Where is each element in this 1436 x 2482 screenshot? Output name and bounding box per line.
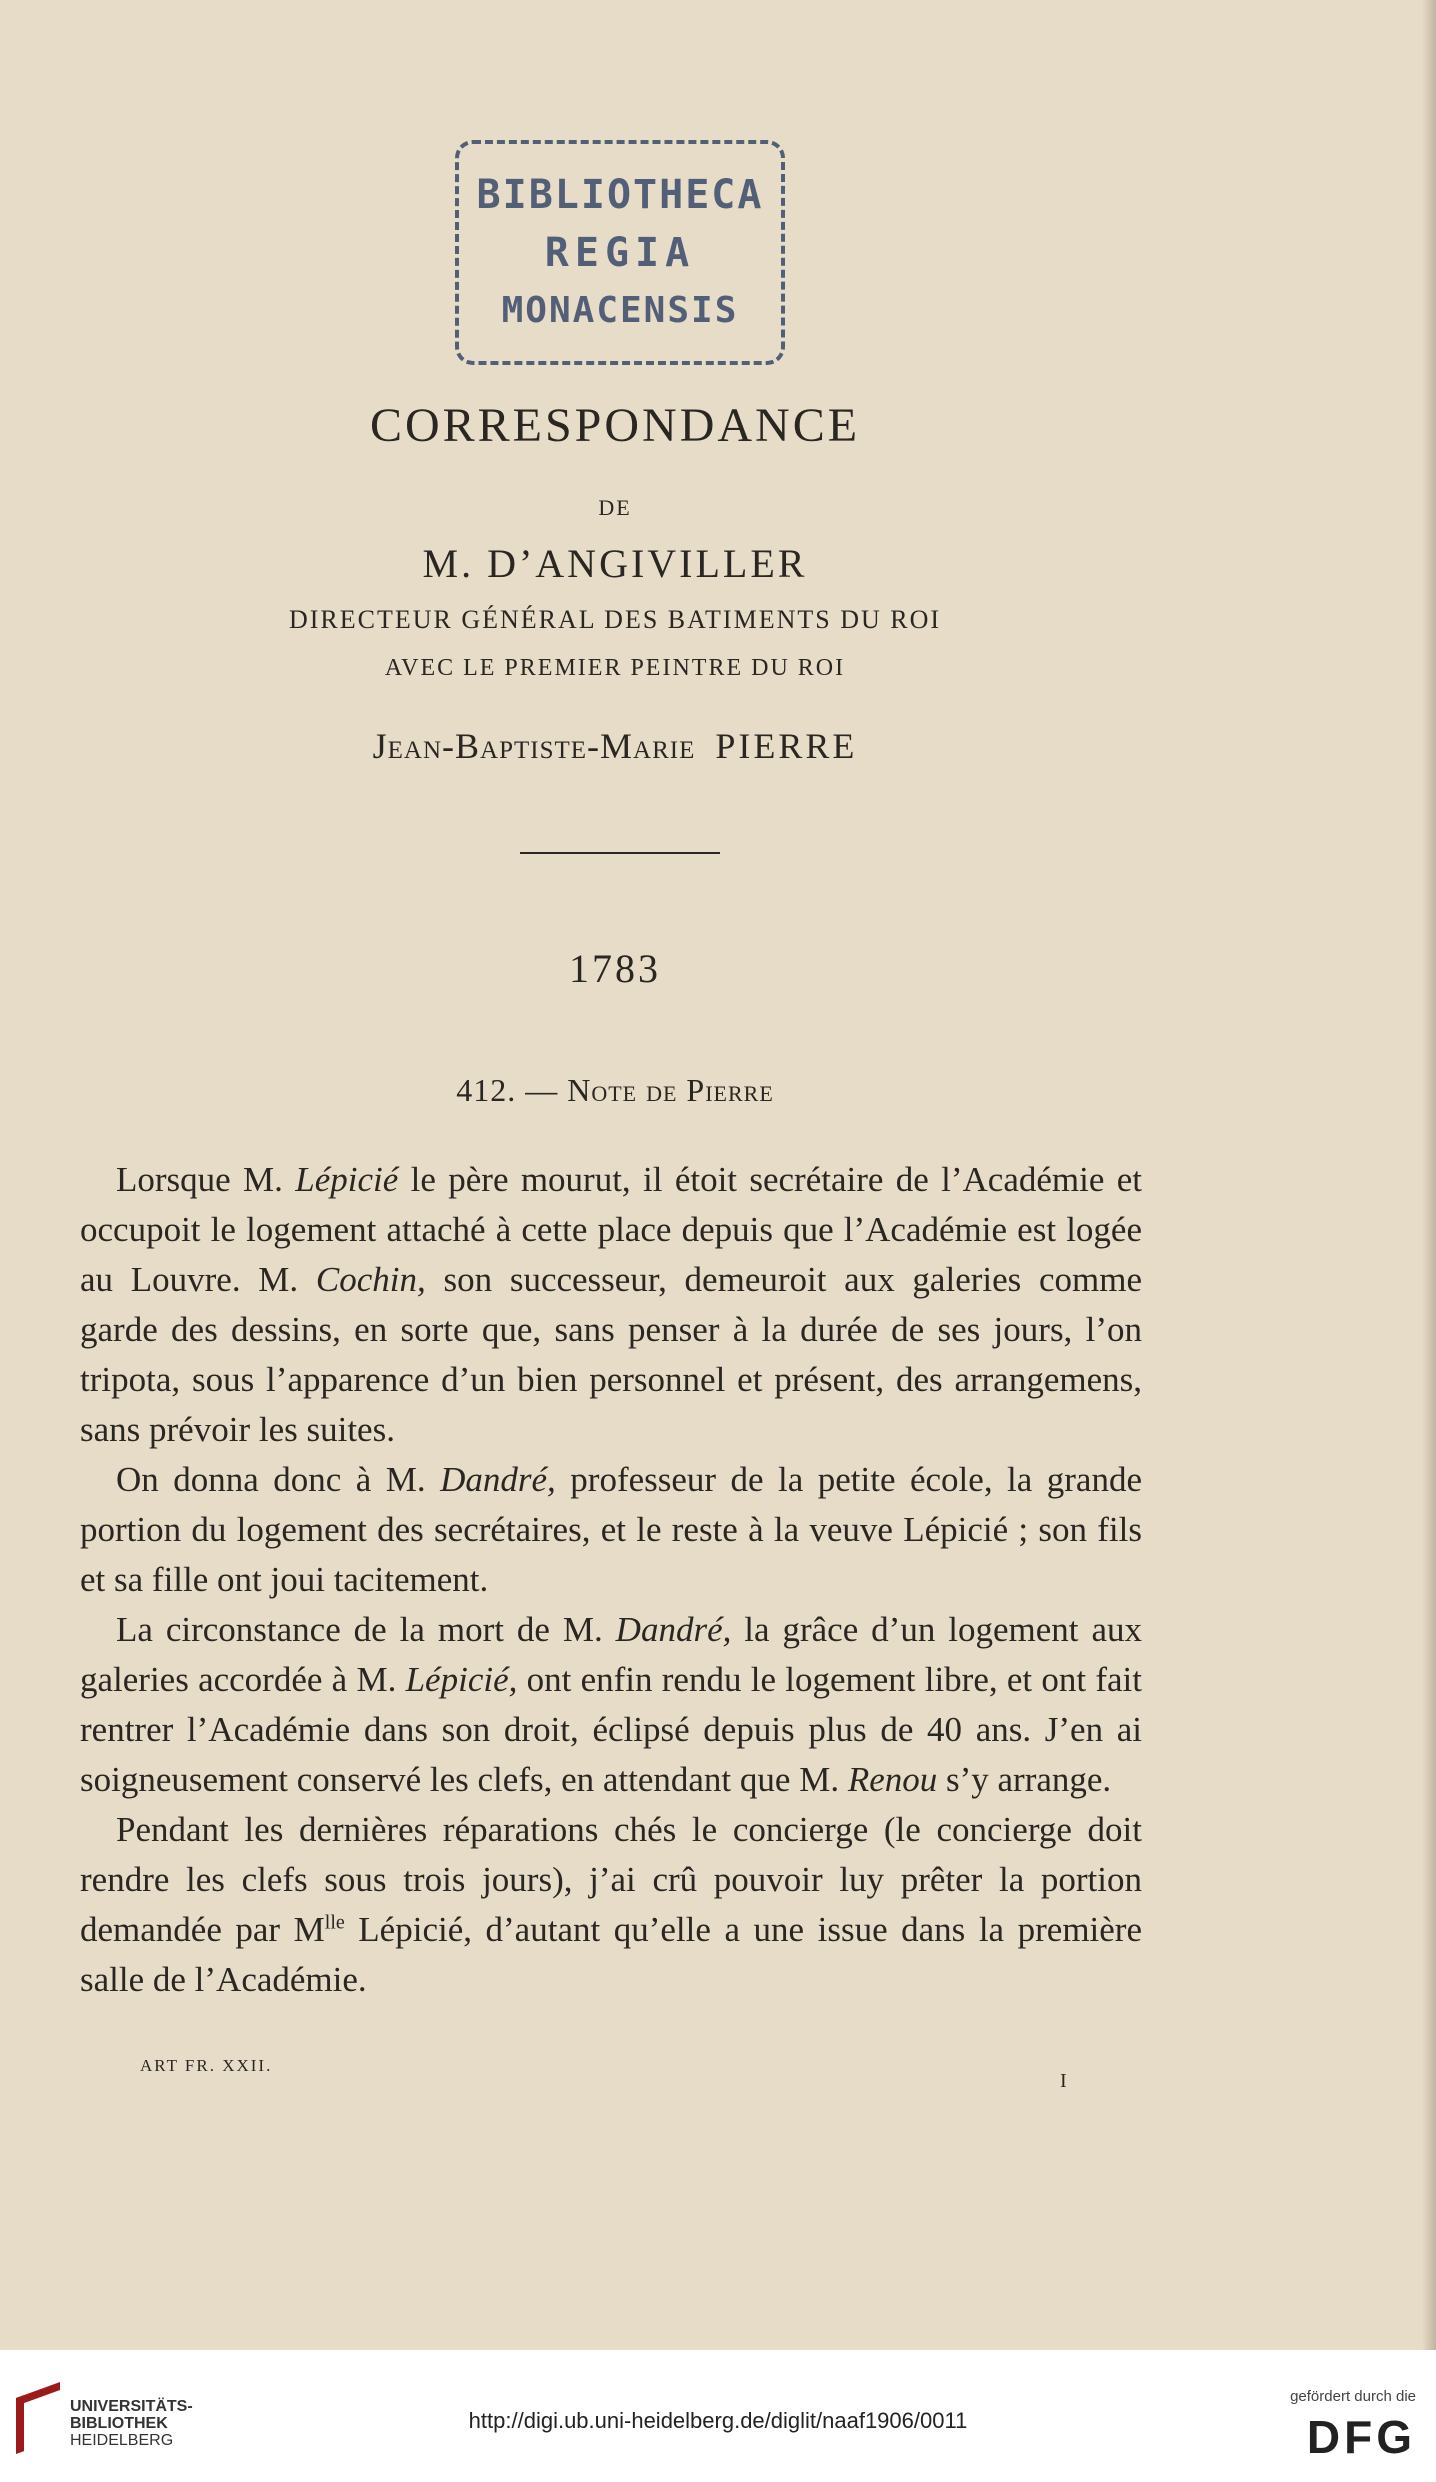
stamp-line-2: REGIA [544,230,696,276]
title-directeur: DIRECTEUR GÉNÉRAL DES BATIMENTS DU ROI [288,605,942,634]
stamp-line-1: BIBLIOTHECA [476,172,764,218]
title-avec: AVEC LE PREMIER PEINTRE DU ROI [384,655,846,681]
note-heading: 412. — Note de Pierre [456,1072,774,1108]
title-person [0,725,1230,767]
page-number: I [1060,2070,1067,2092]
title-name: M. D’ANGIVILLER [422,541,808,586]
title-de: DE [598,495,632,520]
year-heading: 1783 [569,946,661,991]
university-name[interactable]: UNIVERSITÄTS- BIBLIOTHEK HEIDELBERG [70,2398,193,2449]
paragraph-2: On donna donc à M. Dandré, professeur de la petite école, la grande portion du logement des secrétaires, et le reste à la veuve Lépicié ; son fils et sa fille ont joui tacitement. [80,1460,1142,1599]
dfg-logo[interactable]: DFG [1306,2411,1416,2463]
person-first-names: Jean-Baptiste-Marie [372,726,696,766]
body-text [80,1155,1142,2005]
stamp-line-3: MONACENSIS [501,290,739,331]
bottom-bar [0,2350,1436,2482]
divider-rule [520,852,720,854]
person-last-name: PIERRE [715,726,858,766]
paragraph-3: La circonstance de la mort de M. Dandré, la grâce d’un logement aux galeries accordée à M. Lépicié, ont enfin rendu le logement libre, et ont fait rentrer l’Académie dans son droit, éclipsé depuis plus de 40 ans. J’en ai soigneusement conservé les clefs, en attendant que M. Renou s’y arrange. [80,1610,1143,1799]
paragraph-1: Lorsque M. Lépicié le père mourut, il étoit secrétaire de l’Académie et occupoit le logement attaché à cette place depuis que l’Académie est logée au Louvre. M. Cochin, son successeur, demeuroit aux galeries comme garde des dessins, en sorte que, sans penser à la durée de ses jours, l’on tripota, sous l’apparence d’un bien personnel et présent, des arrangemens, sans prévoir les suites. [80,1160,1143,1449]
funded-by-label: gefördert durch die [1290,2388,1416,2405]
library-stamp [455,140,785,365]
signature-mark: ART FR. XXII. [140,2056,273,2075]
permalink-url[interactable]: http://digi.ub.uni-heidelberg.de/diglit/naaf1906/0011 [468,2408,968,2433]
page-title: CORRESPONDANCE [369,399,861,452]
paragraph-4: Pendant les dernières réparations chés le concierge (le concierge doit rendre les clefs sous trois jours), j’ai crû pouvoir luy prêter la portion demandée par $M^{lle}$ Lépicié, d’autant qu’elle a une issue dans la première salle de l’Académie. [80,1810,1142,1999]
